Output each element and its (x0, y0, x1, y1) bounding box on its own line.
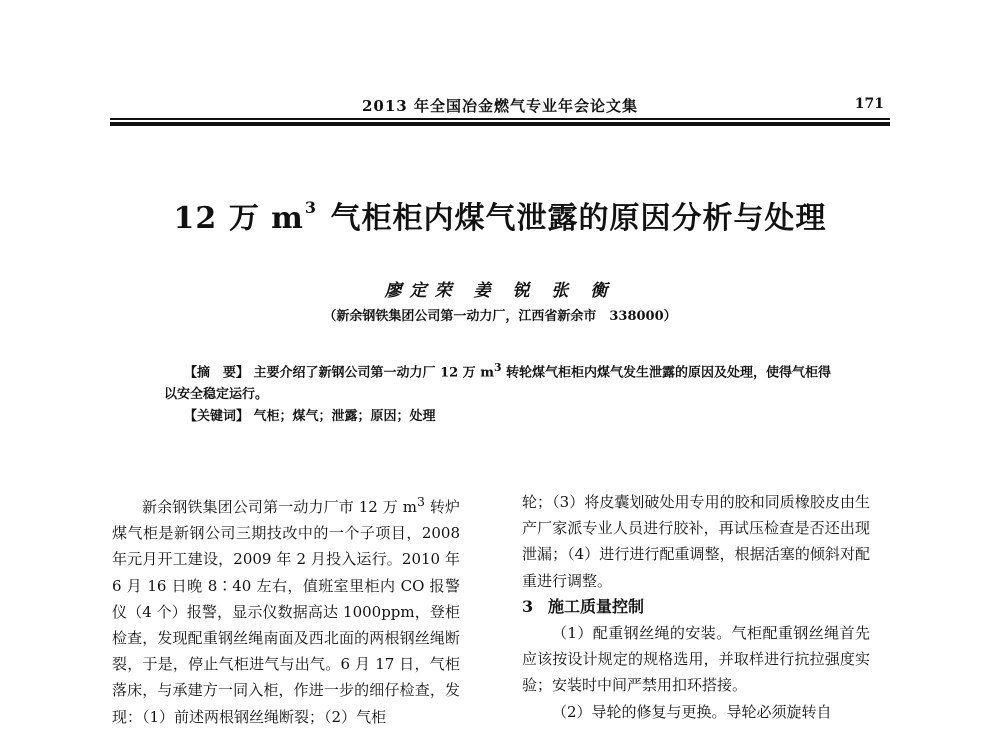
intro-text-pre: 新余钢铁集团公司第一动力厂市 12 万 m (142, 498, 417, 516)
journal-title: 2013 年全国冶金燃气专业年会论文集 (362, 97, 638, 115)
section-title: 施工质量控制 (548, 596, 645, 616)
title-text-pre: 12 万 m (173, 201, 304, 236)
intro-text-post: 转炉煤气柜是新钢公司三期技改中的一个子项目，2008 年元月开工建设，2009 年 2 月投入运行。2010 年6 月 16 日晚 8∶40 左右，值班室里柜内 CO 报警仪（4 个）报警，显示仪数据高达 1000ppm，登柜检查，发现配重钢丝绳南面及西北面的两根钢丝绳断裂，于是，停止气柜进气与出气。6 月 17 日，气柜落床，与承建方一同入柜，作进一步的细仔检查，发现：（1）前述两根钢丝绳断裂；（2）气柜 (112, 498, 460, 726)
body-paragraph-wire-rope: （1）配重钢丝绳的安装。气柜配重钢丝绳首先应该按设计规定的规格选用，并取样进行抗拉强度实验；安装时中间严禁用扣环搭接。 (522, 624, 870, 695)
intro-superscript: 3 (417, 494, 425, 509)
author-list: 廖定荣 姜 锐 张 衡 (384, 281, 616, 301)
section-number: 3 (522, 596, 534, 616)
keywords-label: 【关键词】 (184, 409, 250, 425)
body-paragraph-continued: 轮；（3）将皮囊划破处用专用的胶和同质橡胶皮由生产厂家派专业人员进行胶补，再试压检查是否还出现泄漏；（4）进行进行配重调整，根据活塞的倾斜对配重进行调整。 (522, 493, 870, 590)
running-header (110, 95, 890, 117)
author-affiliation: （新余钢铁集团公司第一动力厂，江西省新余市 338000） (323, 309, 677, 324)
abstract-text-post: 转轮煤气柜柜内煤气发生泄露的原因及处理，使得气柜得以安全稳定运行。 (164, 365, 832, 403)
body-paragraph-intro (112, 489, 460, 730)
page-number: 171 (854, 96, 884, 112)
body-paragraph-guide-wheel: （2）导轮的修复与更换。导轮必须旋转自 (552, 702, 832, 721)
header-rule-thick (110, 122, 890, 126)
abstract-block (164, 357, 844, 428)
abstract-superscript: 3 (493, 361, 502, 374)
keywords-line (164, 406, 844, 428)
body-column-left (112, 489, 460, 730)
title-superscript: 3 (304, 198, 318, 217)
section-heading (522, 594, 870, 620)
abstract-text-pre: 主要介绍了新钢公司第一动力厂 12 万 m (249, 365, 494, 381)
keywords-text: 气柜；煤气；泄露；原因；处理 (249, 409, 436, 425)
body-column-right (522, 489, 870, 725)
title-text-post: 气柜柜内煤气泄露的原因分析与处理 (319, 201, 827, 236)
paper-title (60, 193, 940, 237)
abstract-paragraph (164, 357, 844, 406)
header-rule-thin (110, 118, 890, 120)
abstract-label: 【摘 要】 (184, 365, 250, 381)
